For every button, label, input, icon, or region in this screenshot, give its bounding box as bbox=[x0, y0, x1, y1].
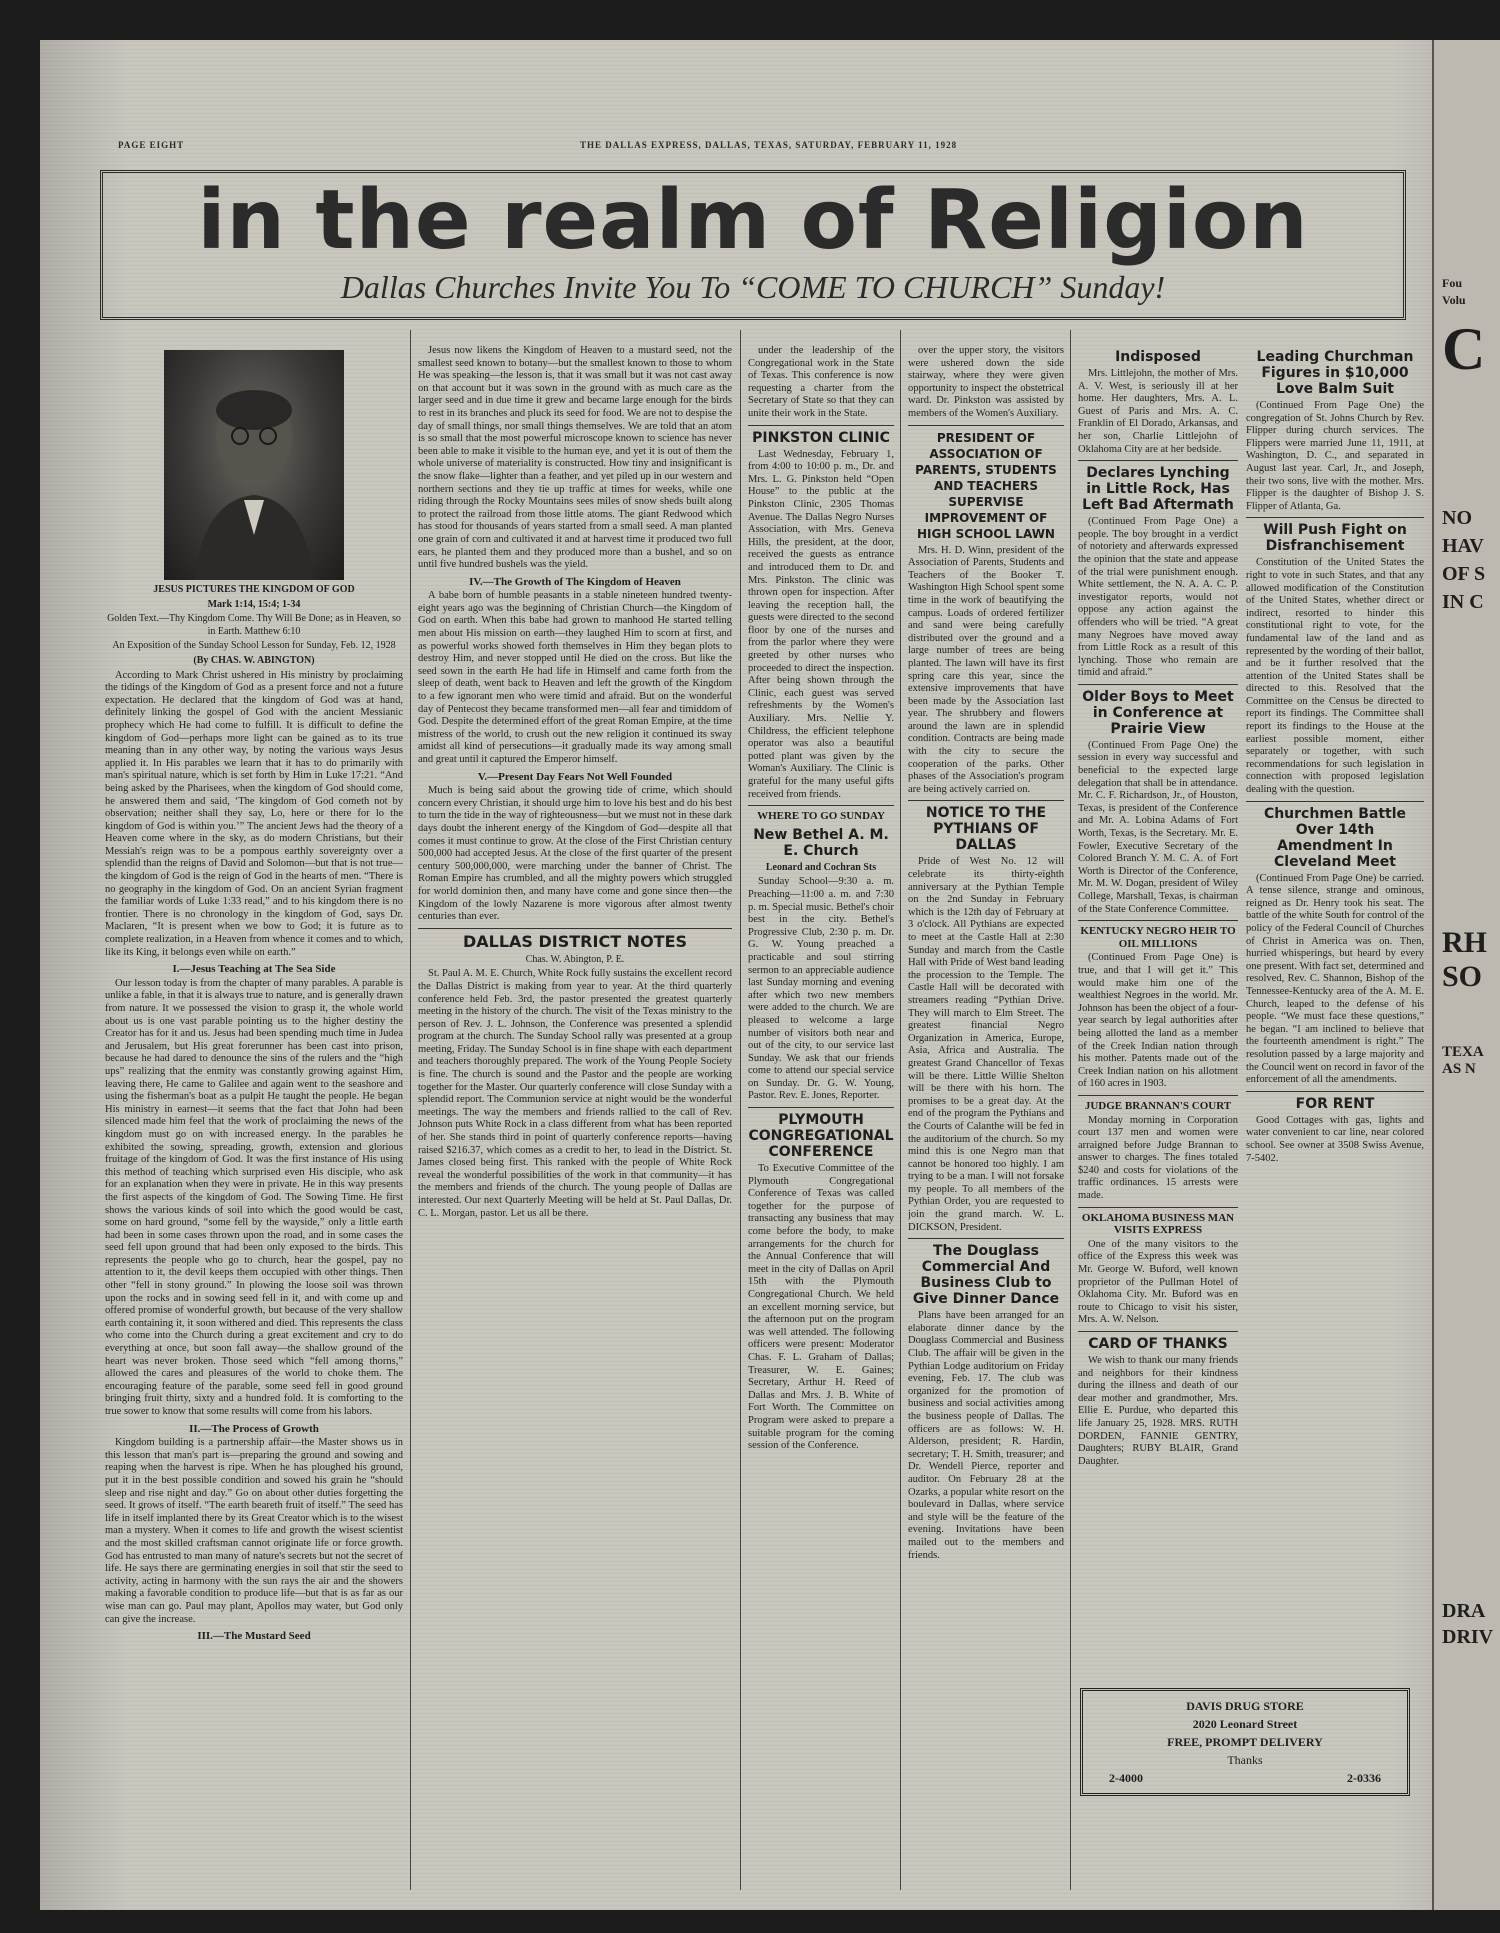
article-text: Pride of West No. 12 will celebrate its thirty-eighth anniversary at the Pythian Temple on the 2nd Sunday in February which is the 12th day of February at 3 o'clock. All Pythians are expected to meet at the Castle Hall at 2:30 Sunday and march from the Castle Hall with Pride of West band leading the procession to the Temple. The Castle Hall will be decorated with streamers reading “Pythian Drive. They will march to Elm Street. The greatest financial Negro Organization in America, Europe, Asia, Africa and Australia. The greatest Grand Chancellor of Texas will be there. Little Willie Shelton will be there with his horn. The promises to be a great day. At the end of the program the Pythians and the Courts of Calanthe will be fed in the auditorium of the church. So my mind this is one Negro man that cannot be honored too highly. I am trying to be a man. I will not forsake my people. To all members of the Pythian Order, you are requested to join the grand march. W. L. DICKSON, President. bbox=[908, 856, 1064, 1233]
divider bbox=[1246, 517, 1424, 518]
older-boys-heading: Older Boys to Meet in Conference at Prairie View bbox=[1082, 688, 1234, 737]
news-briefs-column bbox=[1078, 345, 1238, 1890]
article-text: Constitution of the United States the right to vote in such States, and that any allowed modification of the Constitution of the United States, whether direct or indirect, resorted to hinder this constitutional right to vote, for the fundamental law of the land and as represented by the wording of their ballot, and be it further resolved that the attention of the United States shall be directed to this. Resolved that the Committee on the Census be directed to report its findings. The Committee shall report its findings to the House at the earliest possible moment, either separately or together, with such recommendations for such legislation in connection with proposed legislation dealing with the question. bbox=[1246, 557, 1424, 796]
divider bbox=[748, 425, 894, 426]
column-rule bbox=[410, 330, 411, 1890]
plymouth-heading: PLYMOUTH CONGREGATIONAL CONFERENCE bbox=[748, 1112, 894, 1161]
lynching-heading: Declares Lynching in Little Rock, Has Left Bad Aftermath bbox=[1082, 465, 1234, 514]
article-text: To Executive Committee of the Plymouth Congregational Conference of Texas was called together for the purpose of transacting any business that may come before the body, to make arrangements for the church for the Annual Conference that will meet in the city of Dallas on April 15th with the Plymouth Congregational Church. We held an excellent morning service, but the afternoon put on the program was well attended. The following officers were present: Moderator Chas. F. L. Graham of Dallas; Treasurer, W. E. Gaines; Secretary, Arthur H. Reed of Dallas and Mrs. J. B. White of Fort Worth. The Committee on Program were asked to prepare a suitable program for the coming session of the Conference. bbox=[748, 1163, 894, 1452]
golden-text: Golden Text.—Thy Kingdom Come. Thy Will Be Done; as in Heaven, so in Earth. Matthew 6:10 bbox=[107, 613, 401, 637]
divider bbox=[1078, 1331, 1238, 1332]
column-rule bbox=[740, 330, 741, 1890]
divider bbox=[1078, 460, 1238, 461]
store-address: 2020 Leonard Street bbox=[1192, 1717, 1298, 1731]
article-text: Monday morning in Corporation court 137 men and women were arraigned before Judge Brannan to answer to charges. The fines totaled $240 and costs for violations of the traffic ordinances. 15 arrests were made. bbox=[1078, 1114, 1238, 1202]
portrait-icon bbox=[164, 350, 344, 580]
article-text: (Continued From Page One) a people. The boy brought in a verdict of notoriety and afterwards expressed the opinion that the state and appease of the trial were punishment enough. White settlement, the N. A. A. C. P. investigator reports, would not oppose any action against the offenders who will be tried. “A great many Negroes have moved away from Little Rock as a result of this lynching. Those who remain are timid and afraid.” bbox=[1078, 516, 1238, 679]
lesson-exposition: An Exposition of the Sunday School Lesson for Sunday, Feb. 12, 1928 bbox=[112, 640, 396, 652]
article-text: Good Cottages with gas, lights and water convenient to car line, near colored school. See owner at 3508 Swiss Avenue, 7-5402. bbox=[1246, 1114, 1424, 1164]
where-to-go-label: WHERE TO GO SUNDAY bbox=[757, 810, 885, 823]
amendment-battle-heading: Churchmen Battle Over 14th Amendment In Cleveland Meet bbox=[1263, 805, 1407, 870]
portrait-photo bbox=[164, 350, 344, 580]
community-news-column bbox=[908, 345, 1064, 1890]
continued-stories-column bbox=[1246, 345, 1424, 1890]
article-text: (Continued From Page One) the session in every way successful and beneficial to the expected large delegation that shall be in attendance. Mr. C. F. Richardson, Jr., of Houston, Texas, is president of the Conference and Mr. A. Lobina Adams of Fort Worth, Texas, is the Secretary. Mr. E. Fowler, Executive Secretary of the Colored Branch Y. M. C. A. of Fort Worth is Director of the Conference, Mr. M. W. Dogan, president of Wiley College, Marshall, Texas, is chairman of the State Conference Committee. bbox=[1078, 739, 1238, 915]
kentucky-heading: KENTUCKY NEGRO HEIR TO OIL MILLIONS bbox=[1080, 925, 1236, 950]
lesson-continued-column bbox=[418, 345, 732, 1890]
divider bbox=[908, 1238, 1064, 1239]
lesson-paragraph: A babe born of humble peasants in a stable nineteen hundred twenty-eight years ago was the beginning of Christian Church—the Kingdom of God on earth. When this babe had grown to manhood He started telling men about His mission on earth—they laughed Him to scorn at first, and as powerful works showed forth themselves in Him they began plots to destroy Him, and never stopped until He died on the cross. But like the seed sown in the earth He had life in Himself and came forth from the sleep of death, went back to Heaven and left the growth of the Kingdom to a few ignorant men who were timid and afraid. But on the wonderful day of Pentecost they became transformed men—all fear and timiddom of God. Despite the determined effort of the great Roman Empire, at the time mistress of the world, to crush out the new religion it continued its sway amidst all kind of persecutions—it gradually made its way among small and great until it captured the Emperor himself. bbox=[418, 590, 732, 765]
paper-dateline: THE DALLAS EXPRESS, DALLAS, TEXAS, SATURDAY, FEBRUARY 11, 1928 bbox=[580, 140, 958, 150]
lesson-paragraph: Our lesson today is from the chapter of many parables. A parable is unlike a fable, in that it is always true to nature, and is generally drawn from nature. It we possessed the vision to grasp it, the whole world about us is one vast parable pointing us to the higher destiny the Creator has for it and us. Jesus had been spending much time in Judea and Jerusalem, but His great forerunner has been cast into prison, because he had dared to denounce the sins of the rulers and the “high ups” realizing that the enmity was constantly growing against Him, leaving there, He came to Galilee and again went to the seashore and using the fisherman's boat as a pulpit He taught the people. He began His ministry in earnest—it seems that the fact that John had been silenced made him feel that the work of proclaiming the news of the kingdom must go on with increased energy. In the parables he exhibited the sowing, spreading, growth, extension and glorious fruitage of the kingdom of God. It was the first instance of His using this method of teaching which surprised even His disciple, who ask for an explanation when they were in private. He in this way presents the first aspects of the kingdom of God. The Sowing Time. He first shows the various kinds of soil into which the good would be cast, some on hard ground, “some fell by the wayside,” only a little earth had been in some cases thrown upon the road, and in some cases the seed fell upon ground that had been only exposed to the birds. This represents the people who go to church, hear the gospel, pay no attention to it, the devil keeps them occupied with other things. Then other “fell in stony ground.” In plowing the loose soil was thrown upon the rocks and in sowing seed fell in it, and with come up and offered promise of wonderful growth, but because of the very shallow earth containing it, it soon withered and died. This represents the class who come into the Church during a great excitement and cry to do everything at once, but soon fall away—the shallow ground of the heart was never broken. Those seed which “fell among thorns,” allowed the cares and pleasures of the world to choke them. The encouraging feature of the parable, some seed fell in good ground bringing fruit thirty, sixty and a hundred fold. It is comforting to the true sower to know that some results will come from his labors. bbox=[105, 977, 403, 1417]
district-notes-text: St. Paul A. M. E. Church, White Rock fully sustains the excellent record the Dallas District is making from year to year. At the third quarterly conference held Feb. 3rd, the pastor presented the greatest quarterly meeting in the history of the church. The visit of the Texas ministry to the person of Rev. J. L. Johnson, the Conference was presented a splendid program at the church. The Sunday School rally was presented at a group meeting, Friday. The Sunday School is in fine shape with each department and teachers thoroughly prepared. The work of the Young People Society is fine. The church is sound and the Pastor and the people are working together for the Master. Our quarterly conference will close Sunday with a splendid report. The Communion service at night would be the wonderful meetings. The way the members and friends rallied to the call of Rev. Johnson puts White Rock in a class different from what has been reported of her. She stands third in point of quarterly conference reports—having raised $216.37, which comes as a credit to her, to lead in the District. St. James closed being first. This ranked with the people of White Rock reveal the wonderful possibilities of the work in that community—it has the members and friends of the church. The young people of Dallas are interested. Our next Quarterly Meeting will be held at St. Paul Dallas, Dr. C. L. Morgan, pastor. Let us all be there. bbox=[418, 968, 732, 1219]
store-service: FREE, PROMPT DELIVERY bbox=[1167, 1735, 1323, 1749]
church-address: Leonard and Cochran Sts bbox=[765, 861, 877, 873]
adjacent-page-edge: Fou Volu C NO HAV OF S IN C RH SO TEXA AS N DRA DRIV bbox=[1432, 40, 1500, 1910]
church-news-column bbox=[748, 345, 894, 1890]
section-banner bbox=[100, 170, 1406, 320]
lesson-paragraph: Jesus now likens the Kingdom of Heaven to a mustard seed, not the smallest seed known to botany—but the smallest known to those to whom He was speaking—the lesson is, that it was small but it was not cast away on that account but it was sown in the ground with as much care as the larger seed and in due time it grew and became large enough for the birds to rest in its branches and pluck its seed for food. We are not to despise the day of small things, nor small things themselves. We are told that an atom is so small that the most powerful microscope known to science has never been able to make it visible to the human eye, and yet it is out of them the whole universe of materiality is constructed. How tiny and insignificant is the snow flake—lighter than a feather, and yet piled up in our western and northern sections and they tie up traffic at times for weeks, while one riding through the Rocky Mountains sees miles of snow sheds built along to protect the railroad from those little atoms. The giant Redwood which has stood for thousands of years started from a small seed. A man planted one grain of corn and cultivated it and at harvest time it produced two full ears, he planted them and they produced more than a bushel, and so on until five hundred bushels was the yield. bbox=[418, 345, 732, 571]
lesson-section-heading: V.—Present Day Fears Not Well Founded bbox=[477, 770, 673, 783]
divider bbox=[748, 805, 894, 806]
article-text: Mrs. H. D. Winn, president of the Association of Parents, Students and Teachers of the Booker T. Washington High School spent some time in the work of beautifying the campus. Loads of ordered fertilizer and sand were being carefully distributed over the ground and a large number of trees are being planted. The lawn will have its first spring care this year, since the extensive improvements that have been made by the Association last year. The shrubbery and flowers around the lawn are in splendid condition. Contracts are being made with the city to secure the cooperation of the parks. Other phases of the Association's program are being actively carried on. bbox=[908, 544, 1064, 795]
article-text: (Continued From Page One) is true, and that I will get it.” This would make him one of the wealthiest Negroes in the world. Mr. Johnson has been the object of a four-year search by legal authorities after being allotted the land as a member of the Creek Indian nation through his mother. Patents made out of the Creek Indian nation on his allotment of 160 acres in 1903. bbox=[1078, 952, 1238, 1090]
article-text: (Continued From Page One) be carried. A tense silence, strange and ominous, reigned as Dr. Henry took his seat. The battle of the white South for control of the policy of the Federal Council of Churches of Christ in America was on. Then, hurried whisperings, but heard by every one present. With fact set, determined and resolved, Rev. C. Shannon, Bishop of the Tennessee-Kentucky area of the A. M. E. Church, leaped to the defense of his people. “We must face these questions,” he began. “I am inclined to believe that the fourteenth amendment is right.” The resolution passed by a large majority and the Council went on record in favor of the enforcement of all the amendments. bbox=[1246, 872, 1424, 1086]
section-title: in the realm of Religion bbox=[197, 173, 1309, 268]
divider bbox=[1246, 801, 1424, 802]
divider bbox=[1078, 684, 1238, 685]
article-text: (Continued From Page One) the congregation of St. Johns Church by Rev. Flipper during church services. The Flippers were married June 11, 1911, at Washington, D. C., and separated in August last year. Carl, Jr., and Joseph, their two sons, live with the mother. Mrs. Flipper is the daughter of Bishop J. S. Flipper of Atlanta, Ga. bbox=[1246, 400, 1424, 512]
oklahoma-heading: OKLAHOMA BUSINESS MAN VISITS EXPRESS bbox=[1081, 1211, 1235, 1237]
lesson-caption: JESUS PICTURES THE KINGDOM OF GOD bbox=[153, 584, 355, 595]
district-notes-heading: DALLAS DISTRICT NOTES bbox=[462, 931, 688, 951]
for-rent-heading: FOR RENT bbox=[1295, 1095, 1375, 1112]
article-text: We wish to thank our many friends and neighbors for their kindness during the illness and death of our dear mother and grandmother, Mrs. Ellie E. Purdue, who departed this life January 25, 1928. MRS. RUTH DORDEN, FANNIE GENTRY, Daughters; RUBY BLAIR, Grand Daughter. bbox=[1078, 1355, 1238, 1467]
lesson-section-heading: III.—The Mustard Seed bbox=[197, 1630, 311, 1643]
lesson-paragraph: Kingdom building is a partnership affair—the Master shows us in this lesson that man's part is—preparing the ground and sowing and reaping when the harvest is ripe. When he has ploughed his ground, put it in the best possible condition and sowed his grain he “should sleep and rise night and day.” Go on about other duties forgetting the seed. It grows of itself. “The earth beareth fruit of itself.” The seed has life in itself implanted there by its Great Creator which is to the wisest man a mystery. When it comes to life and growth the wisest scientist and the most skilled craftsman cannot originate life or force growth. God has entrusted to man many of nature's secrets but not the secret of life. He says there are germinating energies in soil that stir the seed to activity, acting in harmony with the sun rays the air and the showers making a favorable condition to produce life—but that is as far as our wise man can go. Paul may plant, Apollos may water, but God only can give the increase. bbox=[105, 1437, 403, 1625]
page-label: PAGE EIGHT bbox=[118, 140, 185, 150]
article-text: Plans have been arranged for an elaborate dinner dance by the Douglass Commercial and Business Club. The affair will be given in the Pythian Lodge auditorium on Friday evening, Feb. 17. The club was organized for the promotion of business and social activities among the business people of Dallas. The officers are as follows: W. H. Alderson, president; R. Hardin, secretary; T. H. Smith, treasurer; and Dr. Wendell Pierce, reporter and auditor. On February 28 at the Ozarks, a popular white resort on the boulevard in Dallas, where service and style will be the feature of the evening. Invitations have been mailed out to the members and friends. bbox=[908, 1310, 1064, 1561]
section-subtitle: Dallas Churches Invite You To “COME TO CHURCH” Sunday! bbox=[340, 269, 1166, 305]
pythians-heading: NOTICE TO THE PYTHIANS OF DALLAS bbox=[925, 805, 1047, 854]
district-byline: Chas. W. Abington, P. E. bbox=[525, 953, 625, 965]
love-balm-heading: Leading Churchman Figures in $10,000 Love Balm Suit bbox=[1256, 349, 1414, 397]
divider bbox=[908, 425, 1064, 426]
divider bbox=[748, 1107, 894, 1108]
disfranchisement-heading: Will Push Fight on Disfranchisement bbox=[1263, 522, 1407, 555]
article-text: Last Wednesday, February 1, from 4:00 to 10:00 p. m., Dr. and Mrs. L. G. Pinkston held “Open House” to the public at the Pinkston Clinic, 2305 Thomas Avenue. The Dallas Negro Nurses Association, with Mrs. Geneva Hills, the president, at the door, received the guests as entrance and introduced them to Dr. and Mrs. Pinkston. The clinic was thrown open for inspection. After leaving the reception hall, the guests were directed to the second floor by one of the nurses and from the parlor where they were greeted by other nurses who proceeded to direct the inspection. After being shown through the Clinic, each guest was served refreshments by the Women's Auxiliary. Mrs. Nellie Y. Childress, the efficient telephone operator was also a beautiful potted plant was given by the Woman's Auxiliary. The Clinic is grateful for the many useful gifts received from friends. bbox=[748, 448, 894, 800]
president-story-heading: PRESIDENT OF ASSOCIATION OF PARENTS, STUDENTS AND TEACHERS SUPERVISE IMPROVEMENT OF HIGH SCHOOL LAWN bbox=[915, 430, 1057, 541]
pinkston-clinic-heading: PINKSTON CLINIC bbox=[752, 429, 890, 446]
lesson-section-heading: II.—The Process of Growth bbox=[189, 1422, 319, 1435]
lesson-byline: (By CHAS. W. ABINGTON) bbox=[193, 654, 315, 666]
judge-heading: JUDGE BRANNAN'S COURT bbox=[1084, 1099, 1232, 1112]
sunday-school-lesson bbox=[105, 350, 403, 1890]
divider bbox=[1078, 920, 1238, 921]
lesson-paragraph: Much is being said about the growing tide of crime, which should concern every Christian, it should urge him to love his best and do his best to turn the tide in the way of righteousness—but we must not in these dark days doubt the inherent energy of the Kingdom of God—despite all that comes it must continue to grow. At the close of the First Christian century 500,000 had accepted Jesus. At the close of the first quarter of the present century 500,000,000, were marching under the banner of Christ. The Roman Empire has crumbled, and all the mighty powers which struggled for world dominion then, and many have come and gone since then—the Kingdom of the lowly Nazarene is more vigorous after almost twenty centuries than ever. bbox=[418, 785, 732, 923]
article-text: under the leadership of the Congregational work in the State of Texas. This conference is now requesting a charter from the Secretary of State so that they can unite their work in the State. bbox=[748, 345, 894, 419]
card-of-thanks-heading: CARD OF THANKS bbox=[1088, 1336, 1228, 1352]
divider bbox=[908, 800, 1064, 801]
lesson-section-heading: IV.—The Growth of The Kingdom of Heaven bbox=[469, 575, 681, 588]
store-thanks: Thanks bbox=[1227, 1753, 1263, 1767]
phone-left: 2-4000 bbox=[1109, 1771, 1143, 1785]
lesson-section-heading: I.—Jesus Teaching at The Sea Side bbox=[172, 963, 336, 976]
article-text: Sunday School—9:30 a. m. Preaching—11:00 a. m. and 7:30 p. m. Special music. Bethel's choir best in the city. Bethel's Progressive Club, 2:30 p. m. Dr. G. W. Young preached a practicable and soul stirring sermon to an appreciable audience last Sunday morning and evening after which two new members were added to the church. We are pleased to welcome a large number of visitors both near and out of the city, to our service last Sunday. We ask that our friends come to attend our special service on Sunday. Dr. G. W. Young, Pastor. Rev. E. Jones, Reporter. bbox=[748, 876, 894, 1102]
column-rule bbox=[1070, 330, 1071, 1890]
article-text: One of the many visitors to the office of the Express this week was Mr. George W. Buford, well known proprietor of the Pullman Hotel of Oklahoma City. Mr. Buford was en route to Chicago to visit his sister, Mrs. A. W. Nelson. bbox=[1078, 1238, 1238, 1326]
new-bethel-heading: New Bethel A. M. E. Church bbox=[753, 826, 889, 859]
ad-box bbox=[1080, 1688, 1410, 1796]
column-rule bbox=[900, 330, 901, 1890]
drug-store-ad bbox=[1080, 1680, 1410, 1796]
divider bbox=[1078, 1207, 1238, 1208]
article-text: Mrs. Littlejohn, the mother of Mrs. A. V. West, is seriously ill at her home. Her daughters, Mrs. A. L. Guest of Paris and Mrs. A. C. Franklin of El Dorado, Arkansas, and her son, Charlie Littlejohn of Oklahoma City are at her bedside. bbox=[1078, 368, 1238, 455]
douglass-club-heading: The Douglass Commercial And Business Club to Give Dinner Dance bbox=[912, 1243, 1060, 1308]
divider bbox=[418, 928, 732, 929]
phone-right: 2-0336 bbox=[1347, 1771, 1381, 1785]
article-text: over the upper story, the visitors were ushered down the side stairway, where they were given opportunity to inspect the obstetrical ward. Dr. Pinkston was assisted by members of the Women's Auxiliary. bbox=[908, 345, 1064, 419]
divider bbox=[1078, 1095, 1238, 1096]
lesson-reference: Mark 1:14, 15:4; 1-34 bbox=[207, 598, 301, 610]
store-name: DAVIS DRUG STORE bbox=[1186, 1699, 1304, 1713]
divider bbox=[1246, 1091, 1424, 1092]
indisposed-heading: Indisposed bbox=[1115, 349, 1201, 365]
lesson-paragraph: According to Mark Christ ushered in His ministry by proclaiming the tidings of the Kingdom of God as a present force and not a future expectation. He declared that the kingdom of God was at hand, definitely linking the gospel of God with the ancient Messianic prophecy which He had come to fulfill. It is difficult to define the kingdom of God—perhaps more light can be gained as to its true meaning than in any other way, by noting the various ways Jesus applied it. In His parables we learn that it has to do primarily with man's spiritual nature, which is set forth by Him in Luke 17:21. “And being asked by the Pharisees, when the kingdom of God should come, he answered them and said, ‘The kingdom of God cometh not by observation; neither shall they say, Lo, here or there for lo the kingdom of God is within you.’” The ancient Jews had the theory of a Heaven come where in the sky, as do modern Christians, but their Messiah's reign was to be a pompous earthly sovereignty over a splendid than the reigns of David and Solomon—but that is not true—the kingdom of God is the reign of God in the hearts of men. “There is no geography in the kingdom of God. On an ancient Syrian fragment the familiar words of Luke 1:33 read,” and to his kingdom there is no frontier. There is no chronology in the kingdom of God, says Dr. Maclaren, “It is present when we bow to God; it is future as to complete realization, in a Heaven from whence it comes and to which, like its King, it belongs even while on earth.” bbox=[105, 669, 403, 958]
